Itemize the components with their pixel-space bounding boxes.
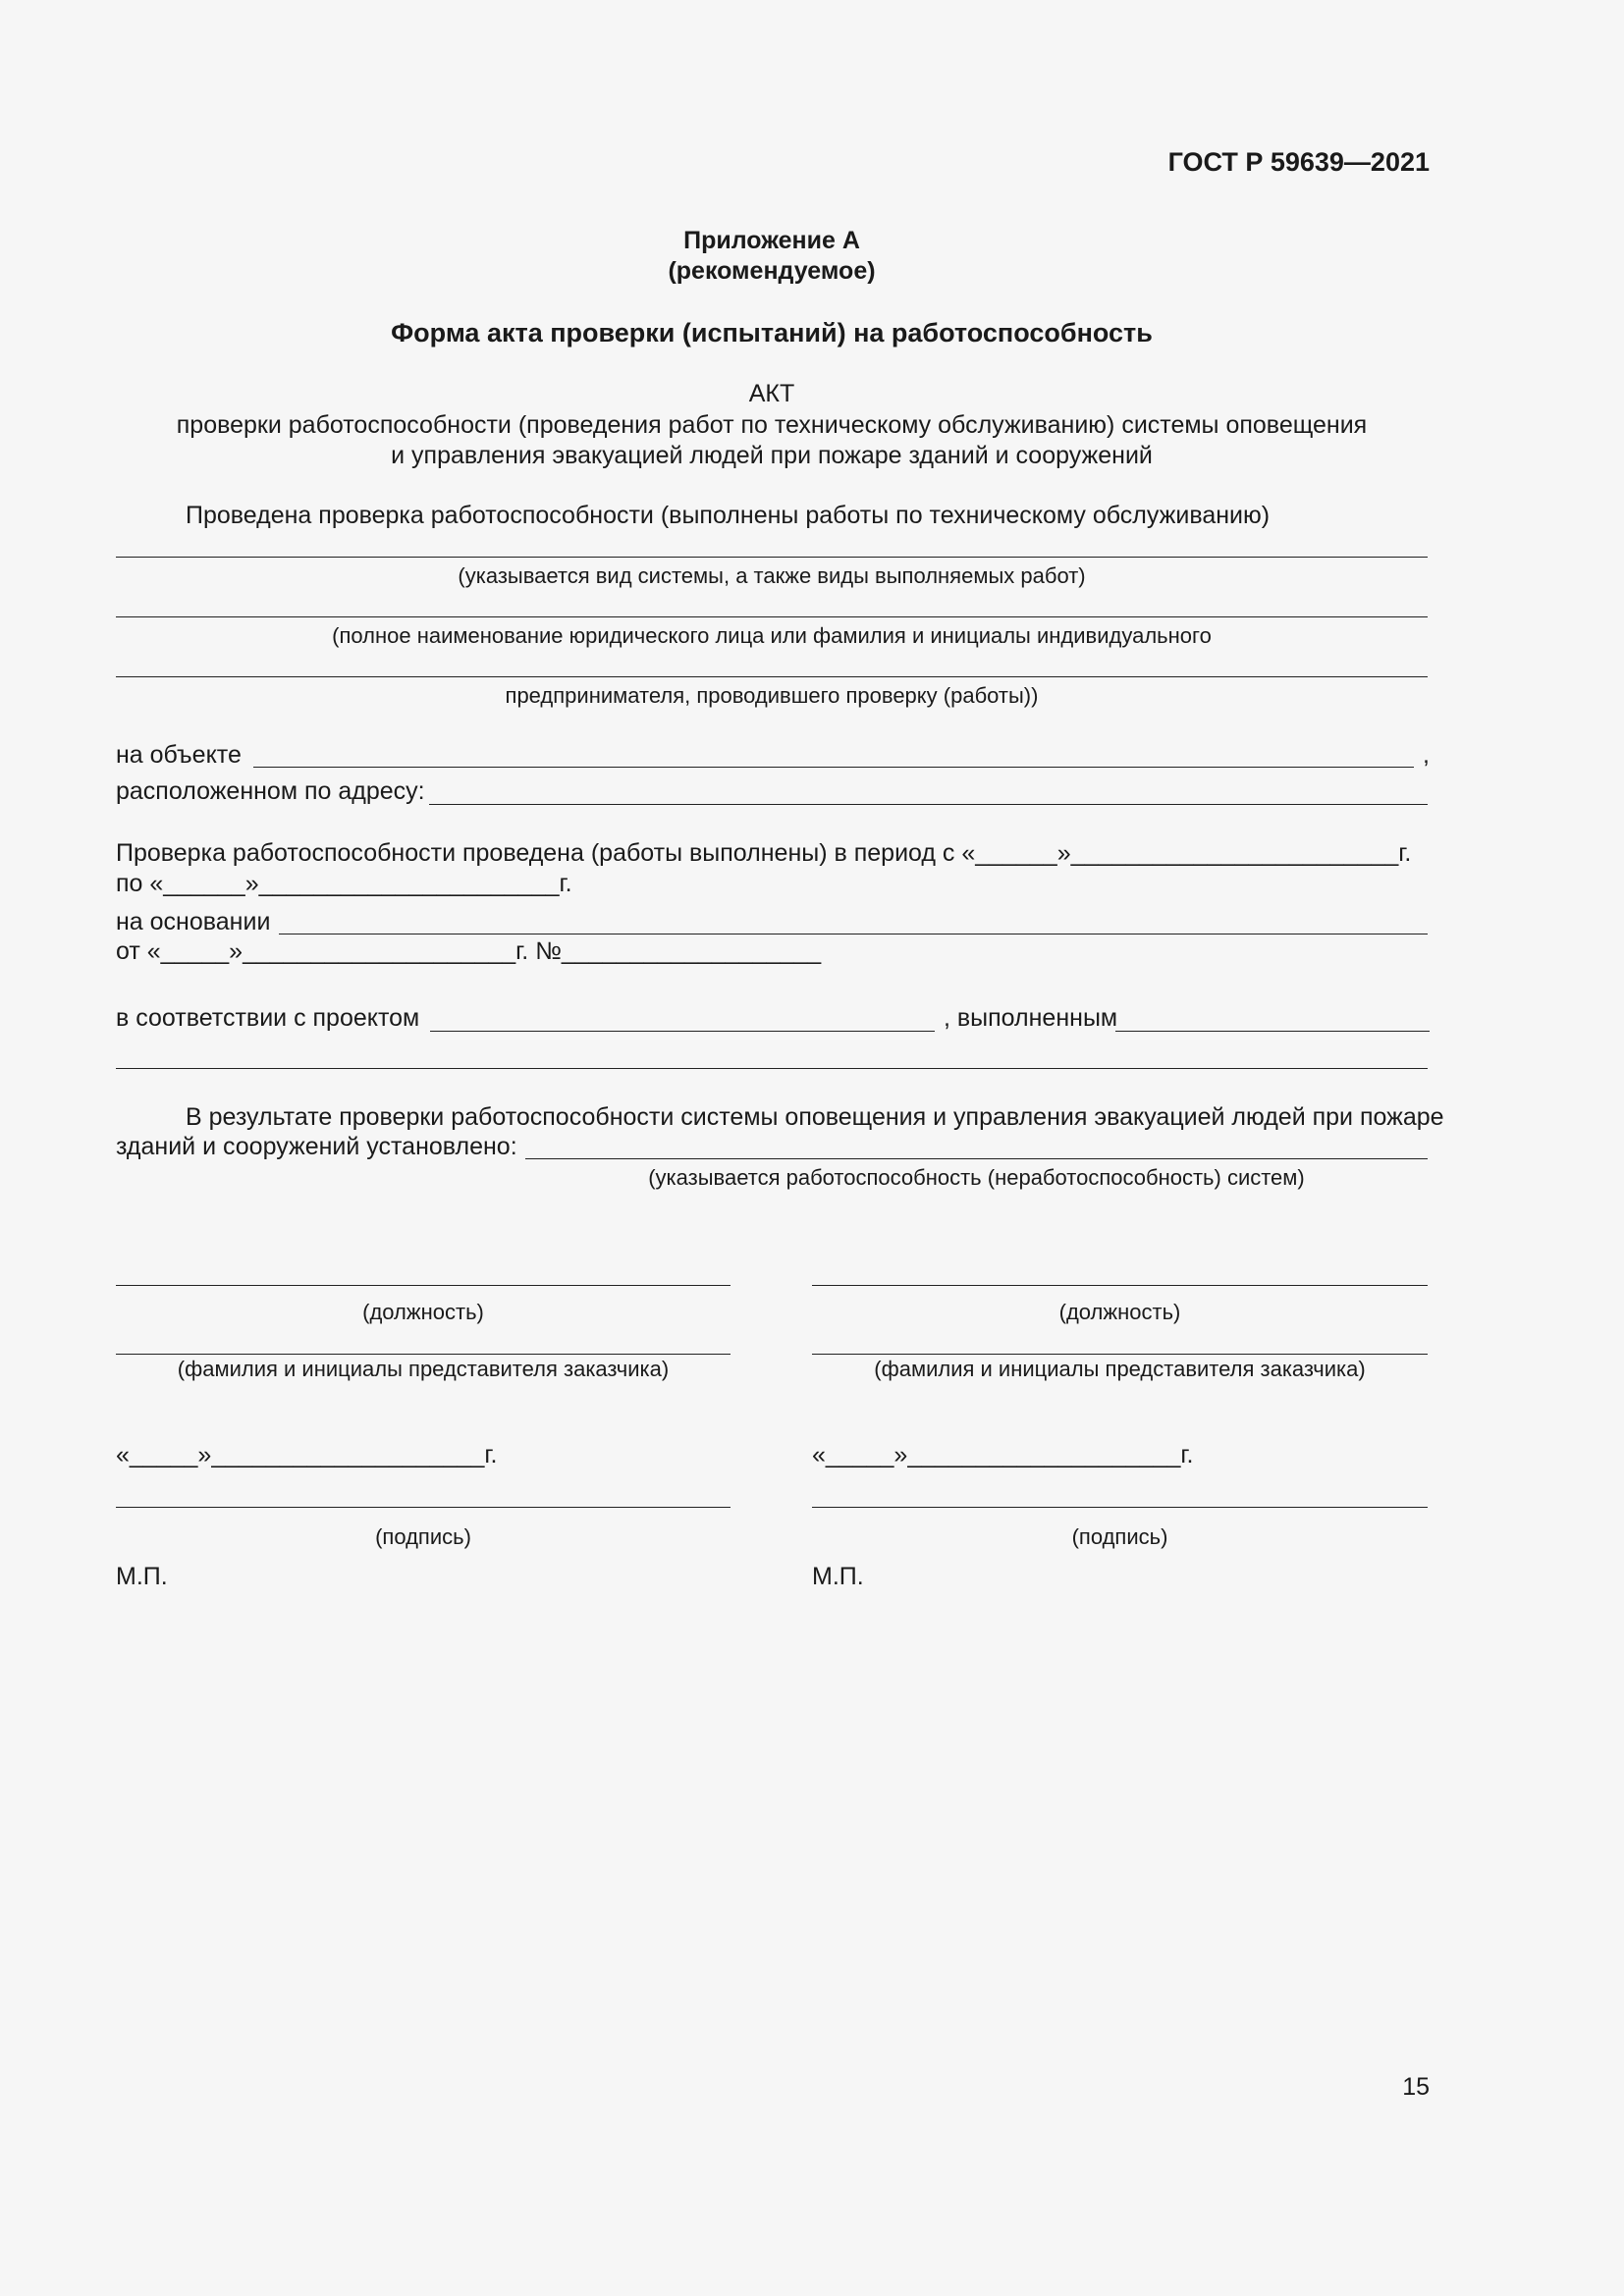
project-continuation-line	[116, 1068, 1428, 1069]
address-line	[429, 804, 1428, 805]
signature-line	[812, 1507, 1428, 1508]
stamp-label: М.П.	[116, 1563, 168, 1590]
position-hint: (должность)	[1058, 1300, 1181, 1324]
position-line	[812, 1285, 1428, 1286]
name-hint: (фамилия и инициалы представителя заказчика)	[177, 1357, 670, 1381]
period-to: по «______»______________________г.	[116, 870, 572, 897]
status-hint: (указывается работоспособность (неработоспособность) систем)	[648, 1165, 1305, 1190]
entity-name-hint-1: (полное наименование юридического лица или фамилия и инициалы индивидуального	[332, 623, 1212, 648]
name-hint: (фамилия и инициалы представителя заказчика)	[874, 1357, 1366, 1381]
result-line	[525, 1158, 1428, 1159]
intro-text: Проведена проверка работоспособности (выполнены работы по техническому обслуживанию)	[186, 502, 1271, 529]
annex-title: Приложение А	[683, 227, 860, 254]
name-line	[116, 1354, 731, 1355]
stamp-label: М.П.	[812, 1563, 864, 1590]
act-subtitle-line1: проверки работоспособности (проведения работ по техническому обслуживанию) системы оповещения	[176, 411, 1368, 439]
executor-line	[1115, 1031, 1430, 1032]
form-title: Форма акта проверки (испытаний) на работоспособность	[391, 318, 1153, 347]
date-field: «_____»____________________г.	[812, 1441, 1194, 1468]
basis-label: на основании	[116, 908, 271, 935]
position-hint: (должность)	[362, 1300, 484, 1324]
object-comma: ,	[1423, 741, 1430, 769]
basis-from: от «_____»____________________г. №___________________	[116, 937, 822, 965]
act-subtitle-line2: и управления эвакуацией людей при пожаре зданий и сооружений	[391, 442, 1153, 469]
signature-hint: (подпись)	[375, 1524, 471, 1549]
entity-name-line	[116, 616, 1428, 617]
system-type-line	[116, 557, 1428, 558]
position-line	[116, 1285, 731, 1286]
address-label: расположенном по адресу:	[116, 777, 425, 805]
annex-subtitle: (рекомендуемое)	[668, 257, 876, 285]
entity-name-hint-2: предпринимателя, проводившего проверку (работы))	[505, 683, 1039, 708]
result-line2: зданий и сооружений установлено:	[116, 1133, 517, 1160]
page-number: 15	[1402, 2073, 1430, 2101]
signature-line	[116, 1507, 731, 1508]
system-type-hint: (указывается вид системы, а также виды выполняемых работ)	[458, 563, 1086, 588]
result-line1: В результате проверки работоспособности системы оповещения и управления эвакуацией людей при пожаре	[186, 1103, 1444, 1131]
signature-hint: (подпись)	[1071, 1524, 1168, 1549]
entity-name-line-2	[116, 676, 1428, 677]
project-done-label: , выполненным	[944, 1004, 1118, 1032]
standard-number: ГОСТ Р 59639—2021	[1167, 147, 1430, 177]
project-line	[430, 1031, 935, 1032]
object-label: на объекте	[116, 741, 242, 769]
date-field: «_____»____________________г.	[116, 1441, 498, 1468]
name-line	[812, 1354, 1428, 1355]
object-line	[253, 767, 1414, 768]
project-label: в соответствии с проектом	[116, 1004, 420, 1032]
period-text: Проверка работоспособности проведена (работы выполнены) в период с «______»________________________г.	[116, 839, 1412, 867]
act-heading: АКТ	[748, 380, 795, 407]
